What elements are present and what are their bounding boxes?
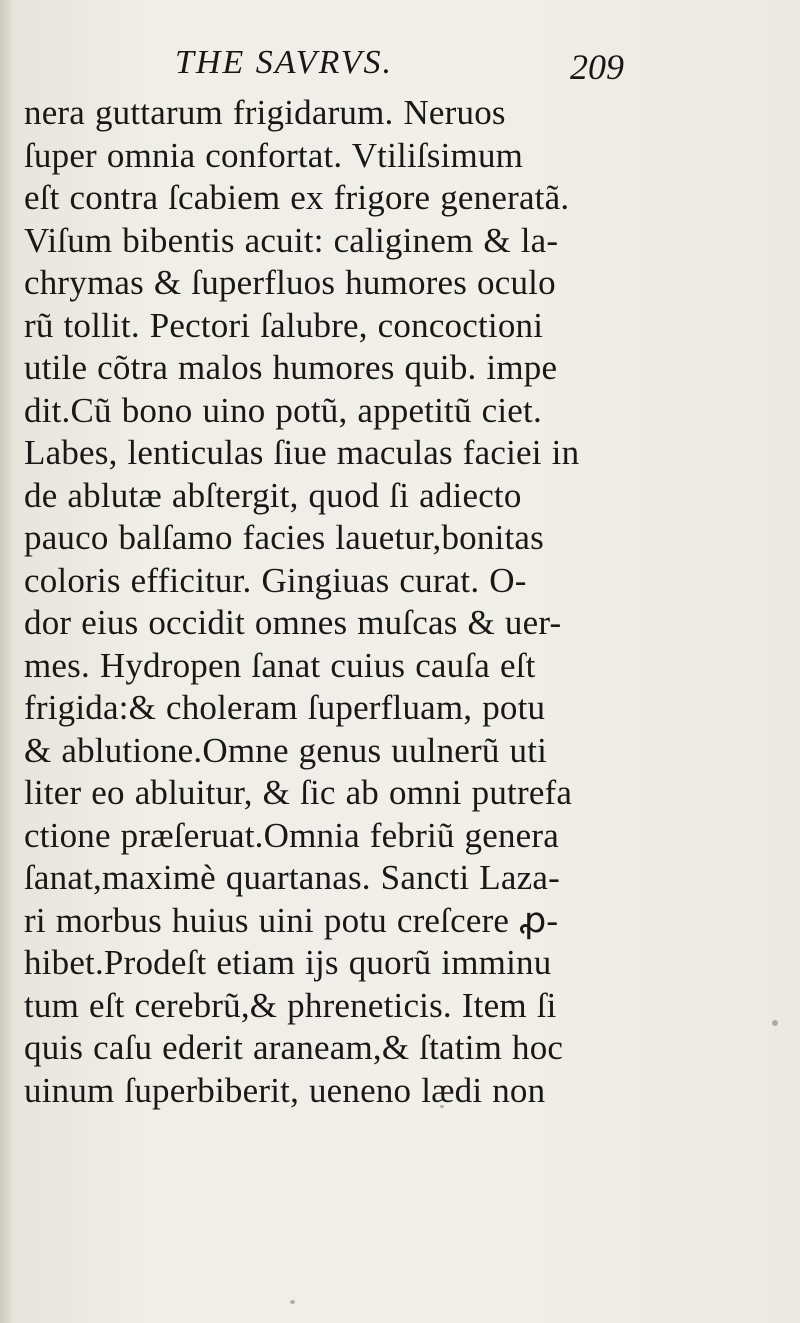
text-line: quis caſu ederit araneam,& ſtatim hoc xyxy=(24,1028,564,1067)
text-line: & ablutione.Omne genus uulnerũ uti xyxy=(24,730,548,770)
text-line: ctione præſeruat.Omnia febriũ genera xyxy=(24,815,559,855)
gutter-shadow xyxy=(0,0,14,1323)
text-line: liter eo abluitur, & ſic ab omni putrefa xyxy=(24,773,573,812)
text-line: dor eius occidit omnes muſcas & uer- xyxy=(24,603,562,642)
text-line: utile cõtra malos humores quib. impe xyxy=(24,348,558,387)
text-line: mes. Hydropen ſanat cuius cauſa eſt xyxy=(24,645,536,685)
text-line: eſt contra ſcabiem ex frigore generatã. xyxy=(24,178,570,217)
text-line: frigida:& choleram ſuperfluam, potu xyxy=(24,688,546,727)
text-line: ri morbus huius uini potu creſcere ꝓ- xyxy=(24,900,559,940)
text-line: chrymas & ſuperfluos humores oculo xyxy=(24,263,556,302)
paper-speck xyxy=(772,1020,778,1026)
page-number: 209 xyxy=(570,47,624,87)
running-head xyxy=(175,40,655,90)
text-line: coloris efficitur. Gingiuas curat. O- xyxy=(24,560,527,600)
text-line: hibet.Prodeſt etiam ijs quorũ imminu xyxy=(24,943,552,982)
text-line: tum eſt cerebrũ,& phreneticis. Item ſi xyxy=(24,985,557,1025)
text-line: uinum ſuperbiberit, ueneno lædi non xyxy=(24,1070,546,1110)
text-line: ſanat,maximè quartanas. Sancti Laza- xyxy=(24,858,560,897)
text-line: de ablutæ abſtergit, quod ſi adiecto xyxy=(24,475,522,515)
text-line: Viſum bibentis acuit: caliginem & la- xyxy=(24,220,559,260)
text-line: nera guttarum frigidarum. Neruos xyxy=(24,93,506,132)
text-line: pauco balſamo facies lauetur,bonitas xyxy=(24,518,544,557)
body-text xyxy=(24,92,784,1112)
running-head-title: THE SAVRVS. xyxy=(175,44,393,81)
text-line: dit.Cũ bono uino potũ, appetitũ ciet. xyxy=(24,390,542,430)
text-line: ſuper omnia confortat. Vtiliſsimum xyxy=(24,135,524,175)
paper-speck xyxy=(440,1105,444,1108)
paper-speck xyxy=(290,1300,295,1304)
text-line: rũ tollit. Pectori ſalubre, concoctioni xyxy=(24,305,544,345)
text-line: Labes, lenticulas ſiue maculas faciei in xyxy=(24,433,580,472)
